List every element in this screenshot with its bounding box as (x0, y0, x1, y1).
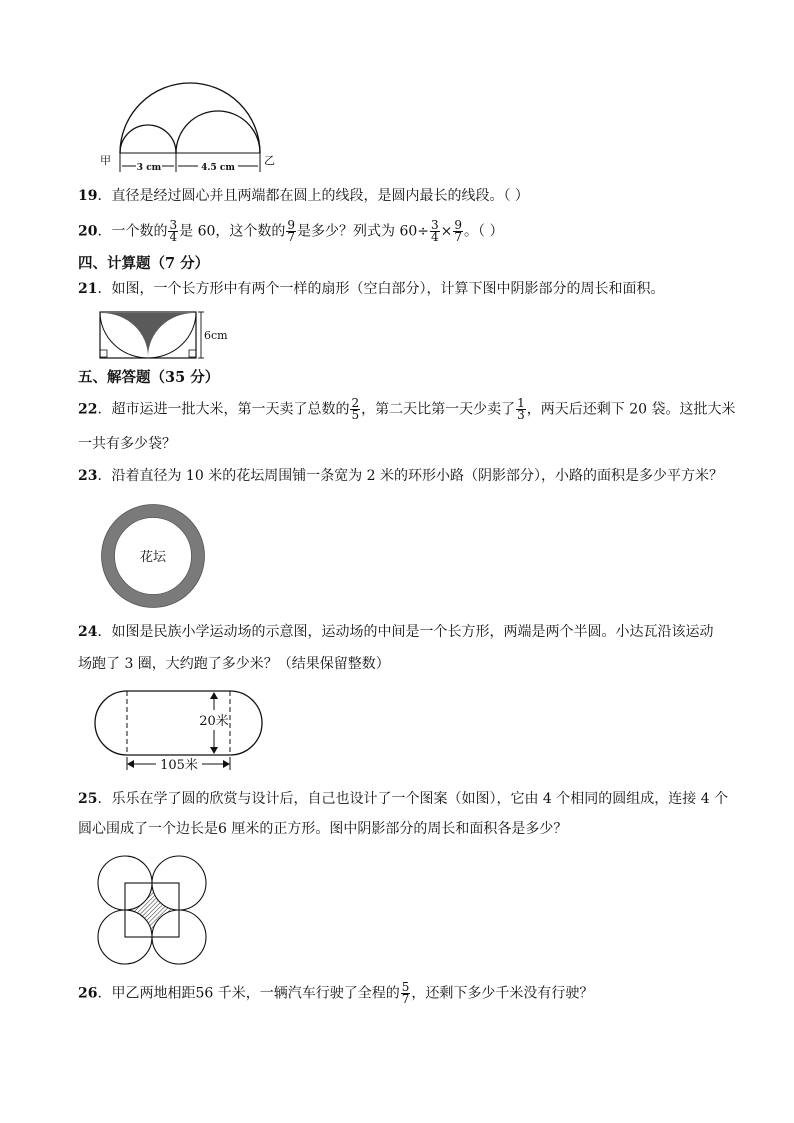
track-figure (94, 688, 266, 774)
question-20: 20．一个数的 $\frac{3}{4}$ 是 60，这个数的 $\frac{9}{7}$ 是多少？列式为 60÷ $\frac{3}{4}$ × $\frac{9}{7}$ 。（ ） (78, 218, 504, 244)
section-heading-5: 五、解答题（35 分） (78, 369, 220, 386)
label-jia: 甲 (100, 154, 111, 167)
shaded-region (125, 883, 179, 937)
label-yi: 乙 (264, 154, 275, 167)
question-23: 23．沿着直径为 10 米的花坛周围铺一条宽为 2 米的环形小路（阴影部分），小路的面积是多少平方米？ (78, 468, 724, 484)
label-105m: 105米 (160, 758, 198, 773)
fraction: $\frac{9}{7}$ (454, 218, 463, 244)
fraction: $\frac{5}{7}$ (401, 980, 410, 1006)
rectangle-sectors-figure (98, 310, 238, 362)
shaded-region (102, 313, 194, 357)
four-circles-figure (95, 853, 209, 967)
label-seg2: 4.5 cm (201, 163, 235, 173)
semicircles-figure (96, 78, 286, 178)
section-heading-4: 四、计算题（7 分） (78, 255, 210, 272)
fraction: $\frac{3}{4}$ (169, 218, 178, 244)
label-seg1: 3 cm (136, 163, 162, 173)
ring-figure (100, 503, 206, 609)
question-24: 24．如图是民族小学运动场的示意图，运动场的中间是一个长方形，两端是两个半圆。小达瓦沿该运动 (78, 624, 714, 640)
label-20m: 20米 (199, 714, 229, 729)
fraction: $\frac{2}{5}$ (351, 396, 360, 422)
fraction: $\frac{1}{3}$ (517, 396, 525, 422)
track-outline (95, 691, 262, 755)
fraction: $\frac{9}{7}$ (287, 218, 296, 244)
small-semicircle-left (120, 125, 176, 153)
question-21: 21．如图，一个长方形中有两个一样的扇形（空白部分），计算下图中阴影部分的周长和面积。 (78, 281, 665, 297)
label-flowerbed: 花坛 (139, 550, 167, 565)
question-24-line2: 场跑了 3 圈，大约跑了多少米？（结果保留整数） (78, 656, 390, 672)
question-22: 22．超市运进一批大米，第一天卖了总数的 $\frac{2}{5}$ ，第二天比第一天少卖了 $\frac{1}{3}$ ，两天后还剩下 20 袋。这批大米 (78, 396, 736, 422)
question-22-line2: 一共有多少袋？ (78, 436, 176, 452)
fraction: $\frac{3}{4}$ (431, 218, 439, 244)
small-semicircle-right (176, 111, 260, 153)
question-19: 19．直径是经过圆心并且两端都在圆上的线段，是圆内最长的线段。（ ） (78, 188, 529, 204)
big-semicircle (120, 83, 260, 153)
label-6cm: 6cm (204, 329, 228, 342)
question-25-line2: 圆心围成了一个边长是6 厘米的正方形。图中阴影部分的周长和面积各是多少？ (78, 821, 568, 837)
question-25: 25．乐乐在学了圆的欣赏与设计后，自己也设计了一个图案（如图），它由 4 个相同的圆组成，连接 4 个 (78, 791, 729, 807)
question-26: 26．甲乙两地相距56 千米，一辆汽车行驶了全程的 $\frac{5}{7}$ ，还剩下多少千米没有行驶？ (78, 980, 594, 1006)
